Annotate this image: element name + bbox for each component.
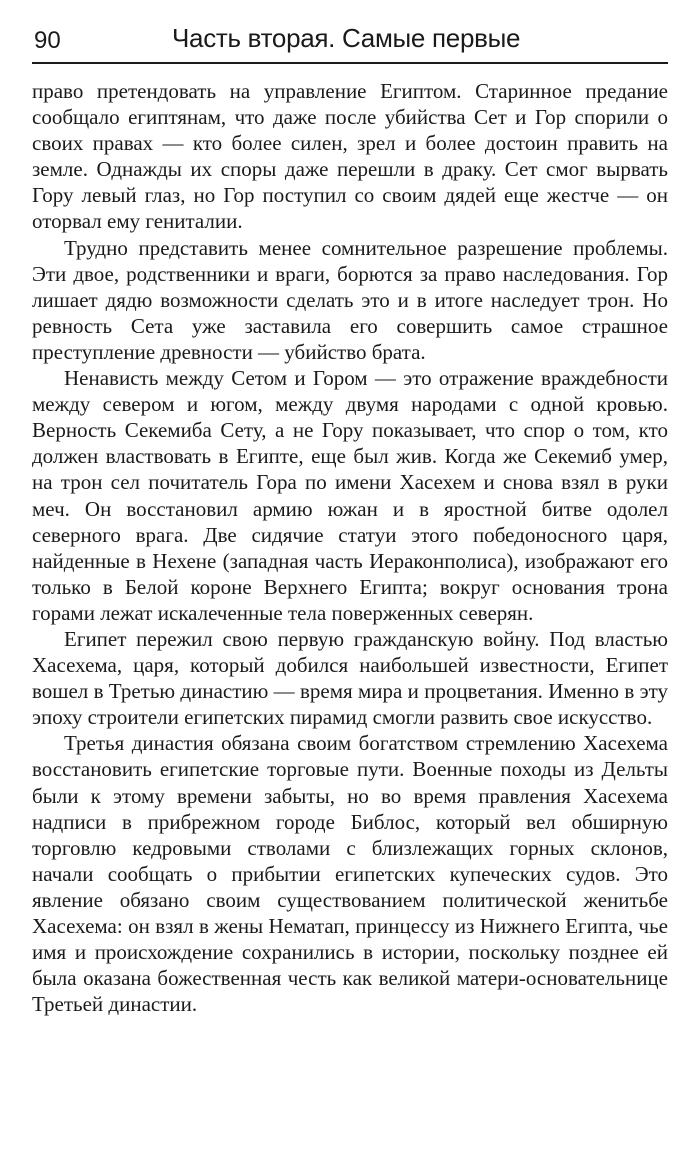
page-body xyxy=(32,64,668,1017)
paragraph-3: Ненависть между Сетом и Гором — это отражение враждебности между севером и югом, между двумя народами с одной кровью. Верность Секемиба Сету, а не Гору показывает, что спор о том, кто должен властвовать в Египте, еще был жив. Когда же Секемиб умер, на трон сел почитатель Гора по имени Хасехем и снова взял в руки меч. Он восстановил армию южан и в яростной битве одолел северного врага. Две сидячие статуи этого победоносного царя, найденные в Нехене (западная часть Иераконполиса), изображают его только в Белой короне Верхнего Египта; вокруг основания трона горами лежат искалеченные тела поверженных северян. xyxy=(32,366,668,625)
paragraph-4: Египет пережил свою первую гражданскую войну. Под властью Хасехема, царя, который добился наибольшей известности, Египет вошел в Третью династию — время мира и процветания. Именно в эту эпоху строители египетских пирамид смогли развить свое искусство. xyxy=(32,626,668,730)
book-page xyxy=(32,18,668,1128)
paragraph-2: Трудно представить менее сомнительное разрешение проблемы. Эти двое, родственники и враги, борются за право наследования. Гор лишает дядю возможности сделать это и в итоге наследует трон. Но ревность Сета уже заставила его совершить самое страшное преступление древности — убийство брата. xyxy=(32,235,668,364)
page-header xyxy=(32,18,668,64)
page-number: 90 xyxy=(34,27,61,54)
paragraph-5: Третья династия обязана своим богатством стремлению Хасехема восстановить египетские торговые пути. Военные походы из Дельты были к этому времени забыты, но во время правления Хасехема надписи в прибрежном городе Библос, который вел обширную торговлю кедровыми стволами с близлежащих горных склонов, начали сообщать о прибытии египетских купеческих судов. Это явление обязано своим существованием политической женитьбе Хасехема: он взял в жены Нематап, принцессу из Нижнего Египта, чье имя и происхождение сохранились в истории, поскольку позднее ей была оказана божественная честь как великой матери-основательнице Третьей династии. xyxy=(32,731,668,1017)
running-title: Часть вторая. Самые первые xyxy=(172,23,521,53)
paragraph-1: право претендовать на управление Египтом. Старинное предание сообщало египтянам, что даже после убийства Сет и Гор спорили о своих правах — кто более силен, зрел и более достоин править на земле. Однажды их споры даже перешли в драку. Сет смог вырвать Гору левый глаз, но Гор поступил со своим дядей еще жестче — он оторвал ему гениталии. xyxy=(32,79,668,234)
